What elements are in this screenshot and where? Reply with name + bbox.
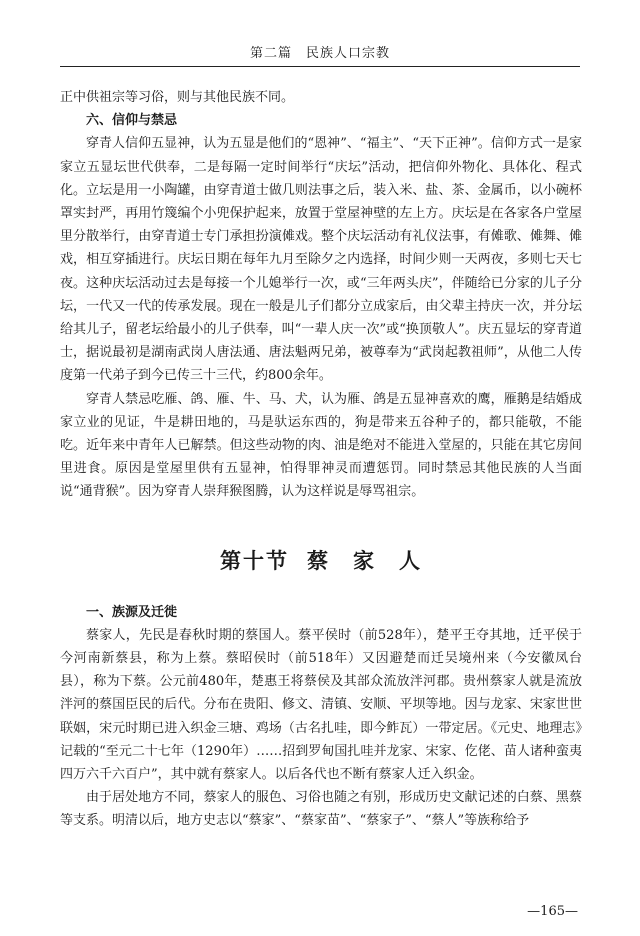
subsection-heading-beliefs: 六、信仰与禁忌: [86, 113, 178, 129]
paragraph-continuation: 正中供祖宗等习俗，则与其他民族不同。: [60, 90, 295, 105]
running-header: 第二篇 民族人口宗教: [249, 46, 390, 61]
paragraph-branches: 由于居处地方不同，蔡家人的服色、习俗也随之有别，形成历史文献记述的白蔡、黑蔡等支系。明清以后，地方史志以“蔡家”、“蔡家苗”、“蔡家子”、“蔡人”等族称给予: [60, 790, 582, 829]
body-text: [60, 86, 582, 833]
subsection-heading-origin: 一、族源及迁徙: [86, 604, 178, 620]
page-number: —165—: [527, 904, 578, 919]
section-title: [60, 547, 582, 575]
section-name: 蔡 家 人: [307, 548, 422, 573]
paragraph-origin: 蔡家人，先民是春秋时期的蔡国人。蔡平侯时（前528年），楚平王夺其地，迁平侯于今河南新蔡县，称为上蔡。蔡昭侯时（前518年）又因避楚而迁吴境州来（今安徽凤台县），称为下蔡。公元前480年，楚惠王将蔡侯及其部众流放泮河郡。贵州蔡家人就是流放泮河的蔡国臣民的后代。分布在贵阳、修文、清镇、安顺、平坝等地。因与龙家、宋家世世联姻，宋元时期已进入织金三塘、鸡场（古名扎哇，即今鲊瓦）一带定居。《元史、地理志》记载的“至元二十七年（1290年）……招到罗甸国扎哇并龙家、宋家、仡佬、苗人诸种蛮夷四万六千六百户”，其中就有蔡家人。以后各代也不断有蔡家人迁入织金。: [60, 627, 582, 783]
paragraph-taboos: 穿青人禁忌吃雁、鸽、雁、牛、马、犬，认为雁、鸽是五显神喜欢的鹰，雁鹅是结婚成家立业的见证，牛是耕田地的，马是驮运东西的，狗是带来五谷种子的，都只能敬，不能吃。近年来中青年人已解禁。但这些动物的肉、油是绝对不能进入堂屋的，只能在其它房间里进食。原因是堂屋里供有五显神，怕得罪神灵而遭惩罚。同时禁忌其他民族的人当面说“通背猴”。因为穿青人崇拜猴图腾，认为这样说是辱骂祖宗。: [60, 391, 582, 500]
paragraph-beliefs: 穿青人信仰五显神，认为五显是他们的“恩神”、“福主”、“天下正神”。信仰方式一是家家立五显坛世代供奉，二是每隔一定时间举行“庆坛”活动，把信仰外物化、具体化、程式化。立坛是用一小陶罐，由穿青道士做几则法事之后，装入米、盐、茶、金属币，以小碗杯罩实封严，再用竹篾编个小兜保护起来，放置于堂屋神壁的左上方。庆坛是在各家各户堂屋里分散举行，由穿青道士专门承担扮演傩戏。整个庆坛活动有礼仪法事，有傩歌、傩舞、傩戏，相互穿插进行。庆坛日期在每年九月至除夕之内选择，时间少则一天两夜，多则七天七夜。这种庆坛活动过去是每接一个儿媳举行一次，或“三年两头庆”，伴随给已分家的儿子分坛，一代又一代的传承发展。现在一般是儿子们都分立成家后，由父辈主持庆一次，并分坛给其儿子，留老坛给最小的儿子供奉，叫“一辈人庆一次”或“换顶敬人”。庆五显坛的穿青道士，据说最初是湖南武岗人唐法通、唐法魁两兄弟，被尊奉为“武岗起教祖师”，从他二人传度第一代弟子到今已传三十三代，约800余年。: [60, 136, 582, 384]
header-divider: [60, 66, 580, 67]
section-number: 第十节: [220, 548, 289, 573]
